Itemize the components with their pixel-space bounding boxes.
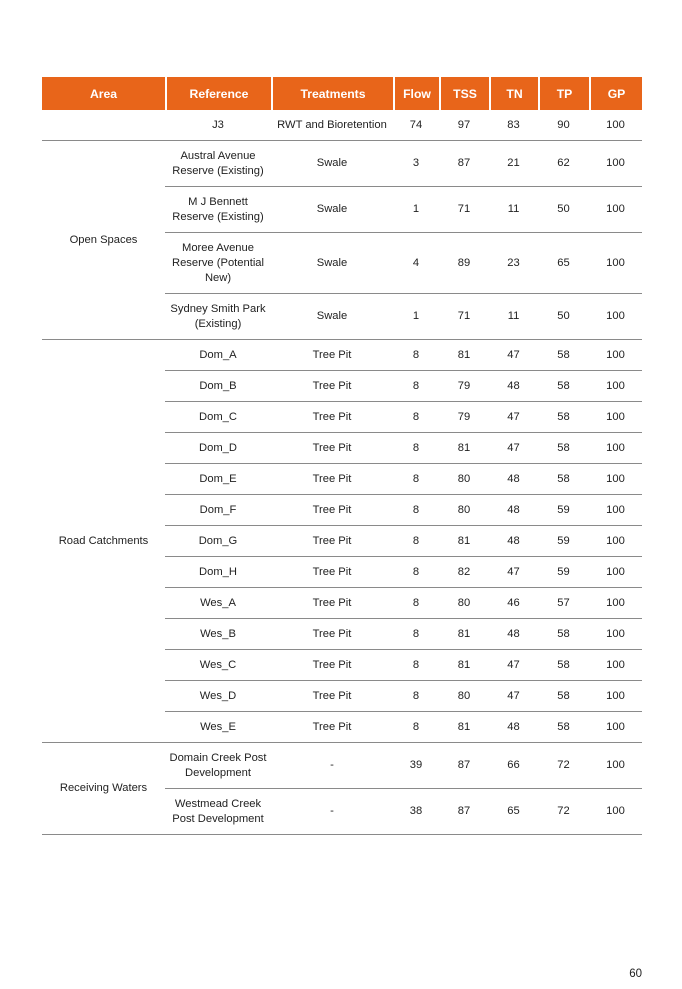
treatment-cell: Tree Pit xyxy=(271,681,393,712)
flow-cell: 8 xyxy=(393,464,439,495)
flow-cell: 8 xyxy=(393,433,439,464)
flow-cell: 8 xyxy=(393,495,439,526)
treatment-cell: Tree Pit xyxy=(271,495,393,526)
treatment-cell: - xyxy=(271,743,393,789)
reference-cell: Dom_H xyxy=(165,557,271,588)
tss-cell: 82 xyxy=(439,557,489,588)
reference-cell: Dom_D xyxy=(165,433,271,464)
tp-cell: 72 xyxy=(538,743,589,789)
tss-cell: 80 xyxy=(439,681,489,712)
tn-cell: 47 xyxy=(489,433,538,464)
header-area: Area xyxy=(42,77,165,110)
header-treatments: Treatments xyxy=(271,77,393,110)
treatment-cell: Tree Pit xyxy=(271,650,393,681)
tn-cell: 66 xyxy=(489,743,538,789)
reference-cell: M J Bennett Reserve (Existing) xyxy=(165,187,271,233)
tss-cell: 97 xyxy=(439,110,489,141)
treatment-cell: RWT and Bioretention xyxy=(271,110,393,141)
header-reference: Reference xyxy=(165,77,271,110)
treatment-cell: Swale xyxy=(271,294,393,340)
treatment-cell: Swale xyxy=(271,141,393,187)
reference-cell: Wes_B xyxy=(165,619,271,650)
flow-cell: 38 xyxy=(393,789,439,835)
treatment-cell: Tree Pit xyxy=(271,402,393,433)
gp-cell: 100 xyxy=(589,294,642,340)
tp-cell: 58 xyxy=(538,650,589,681)
table-row xyxy=(42,340,642,371)
area-cell xyxy=(42,110,165,141)
tn-cell: 47 xyxy=(489,402,538,433)
area-cell: Receiving Waters xyxy=(42,743,165,835)
treatment-cell: Tree Pit xyxy=(271,371,393,402)
tn-cell: 48 xyxy=(489,526,538,557)
gp-cell: 100 xyxy=(589,588,642,619)
tp-cell: 58 xyxy=(538,433,589,464)
tss-cell: 87 xyxy=(439,141,489,187)
area-cell: Open Spaces xyxy=(42,141,165,340)
treatment-performance-table xyxy=(42,77,642,835)
gp-cell: 100 xyxy=(589,619,642,650)
tp-cell: 58 xyxy=(538,371,589,402)
gp-cell: 100 xyxy=(589,340,642,371)
gp-cell: 100 xyxy=(589,526,642,557)
header-row xyxy=(42,77,642,110)
flow-cell: 8 xyxy=(393,526,439,557)
tss-cell: 81 xyxy=(439,526,489,557)
tp-cell: 59 xyxy=(538,557,589,588)
gp-cell: 100 xyxy=(589,495,642,526)
header-gp: GP xyxy=(589,77,642,110)
tn-cell: 23 xyxy=(489,233,538,294)
tss-cell: 81 xyxy=(439,340,489,371)
tp-cell: 50 xyxy=(538,294,589,340)
tn-cell: 11 xyxy=(489,294,538,340)
reference-cell: Wes_E xyxy=(165,712,271,743)
tp-cell: 62 xyxy=(538,141,589,187)
tp-cell: 58 xyxy=(538,712,589,743)
tn-cell: 46 xyxy=(489,588,538,619)
tn-cell: 65 xyxy=(489,789,538,835)
tn-cell: 47 xyxy=(489,340,538,371)
tss-cell: 81 xyxy=(439,650,489,681)
reference-cell: Austral Avenue Reserve (Existing) xyxy=(165,141,271,187)
reference-cell: J3 xyxy=(165,110,271,141)
flow-cell: 8 xyxy=(393,681,439,712)
gp-cell: 100 xyxy=(589,712,642,743)
tp-cell: 57 xyxy=(538,588,589,619)
tp-cell: 65 xyxy=(538,233,589,294)
tn-cell: 47 xyxy=(489,681,538,712)
tss-cell: 71 xyxy=(439,294,489,340)
tn-cell: 48 xyxy=(489,371,538,402)
tp-cell: 50 xyxy=(538,187,589,233)
flow-cell: 3 xyxy=(393,141,439,187)
gp-cell: 100 xyxy=(589,557,642,588)
tn-cell: 48 xyxy=(489,712,538,743)
tn-cell: 48 xyxy=(489,495,538,526)
flow-cell: 8 xyxy=(393,402,439,433)
reference-cell: Dom_F xyxy=(165,495,271,526)
reference-cell: Dom_G xyxy=(165,526,271,557)
tss-cell: 81 xyxy=(439,619,489,650)
reference-cell: Dom_A xyxy=(165,340,271,371)
tn-cell: 48 xyxy=(489,464,538,495)
reference-cell: Dom_B xyxy=(165,371,271,402)
tn-cell: 48 xyxy=(489,619,538,650)
table-row xyxy=(42,141,642,187)
table-row xyxy=(42,743,642,789)
tss-cell: 87 xyxy=(439,743,489,789)
area-cell: Road Catchments xyxy=(42,340,165,743)
flow-cell: 8 xyxy=(393,650,439,681)
table-row xyxy=(42,110,642,141)
reference-cell: Westmead Creek Post Development xyxy=(165,789,271,835)
tss-cell: 79 xyxy=(439,402,489,433)
gp-cell: 100 xyxy=(589,402,642,433)
treatment-cell: Tree Pit xyxy=(271,557,393,588)
header-tn: TN xyxy=(489,77,538,110)
tss-cell: 80 xyxy=(439,464,489,495)
tn-cell: 83 xyxy=(489,110,538,141)
tp-cell: 58 xyxy=(538,681,589,712)
tss-cell: 71 xyxy=(439,187,489,233)
tss-cell: 89 xyxy=(439,233,489,294)
tp-cell: 58 xyxy=(538,619,589,650)
gp-cell: 100 xyxy=(589,681,642,712)
tp-cell: 72 xyxy=(538,789,589,835)
flow-cell: 8 xyxy=(393,619,439,650)
treatment-cell: Tree Pit xyxy=(271,433,393,464)
tss-cell: 80 xyxy=(439,588,489,619)
gp-cell: 100 xyxy=(589,233,642,294)
reference-cell: Wes_D xyxy=(165,681,271,712)
treatment-cell: Swale xyxy=(271,187,393,233)
flow-cell: 8 xyxy=(393,588,439,619)
flow-cell: 8 xyxy=(393,712,439,743)
header-flow: Flow xyxy=(393,77,439,110)
tp-cell: 58 xyxy=(538,402,589,433)
table-body xyxy=(42,110,642,835)
gp-cell: 100 xyxy=(589,464,642,495)
header-tss: TSS xyxy=(439,77,489,110)
flow-cell: 39 xyxy=(393,743,439,789)
gp-cell: 100 xyxy=(589,743,642,789)
tp-cell: 59 xyxy=(538,495,589,526)
reference-cell: Dom_E xyxy=(165,464,271,495)
treatment-cell: Tree Pit xyxy=(271,340,393,371)
treatment-cell: Tree Pit xyxy=(271,526,393,557)
header-tp: TP xyxy=(538,77,589,110)
reference-cell: Dom_C xyxy=(165,402,271,433)
flow-cell: 1 xyxy=(393,294,439,340)
treatment-cell: Tree Pit xyxy=(271,464,393,495)
gp-cell: 100 xyxy=(589,371,642,402)
tss-cell: 87 xyxy=(439,789,489,835)
tn-cell: 21 xyxy=(489,141,538,187)
tp-cell: 59 xyxy=(538,526,589,557)
flow-cell: 4 xyxy=(393,233,439,294)
tp-cell: 90 xyxy=(538,110,589,141)
tn-cell: 47 xyxy=(489,557,538,588)
reference-cell: Moree Avenue Reserve (Potential New) xyxy=(165,233,271,294)
treatment-cell: Tree Pit xyxy=(271,619,393,650)
tss-cell: 79 xyxy=(439,371,489,402)
tss-cell: 81 xyxy=(439,433,489,464)
gp-cell: 100 xyxy=(589,433,642,464)
gp-cell: 100 xyxy=(589,789,642,835)
tn-cell: 11 xyxy=(489,187,538,233)
tp-cell: 58 xyxy=(538,340,589,371)
treatment-cell: Tree Pit xyxy=(271,712,393,743)
flow-cell: 1 xyxy=(393,187,439,233)
tp-cell: 58 xyxy=(538,464,589,495)
treatment-cell: Swale xyxy=(271,233,393,294)
flow-cell: 8 xyxy=(393,371,439,402)
flow-cell: 8 xyxy=(393,557,439,588)
tss-cell: 81 xyxy=(439,712,489,743)
treatment-cell: Tree Pit xyxy=(271,588,393,619)
tn-cell: 47 xyxy=(489,650,538,681)
gp-cell: 100 xyxy=(589,141,642,187)
treatment-cell: - xyxy=(271,789,393,835)
reference-cell: Wes_C xyxy=(165,650,271,681)
reference-cell: Domain Creek Post Development xyxy=(165,743,271,789)
gp-cell: 100 xyxy=(589,110,642,141)
flow-cell: 74 xyxy=(393,110,439,141)
reference-cell: Sydney Smith Park (Existing) xyxy=(165,294,271,340)
page-number: 60 xyxy=(629,968,642,980)
reference-cell: Wes_A xyxy=(165,588,271,619)
gp-cell: 100 xyxy=(589,187,642,233)
tss-cell: 80 xyxy=(439,495,489,526)
flow-cell: 8 xyxy=(393,340,439,371)
gp-cell: 100 xyxy=(589,650,642,681)
